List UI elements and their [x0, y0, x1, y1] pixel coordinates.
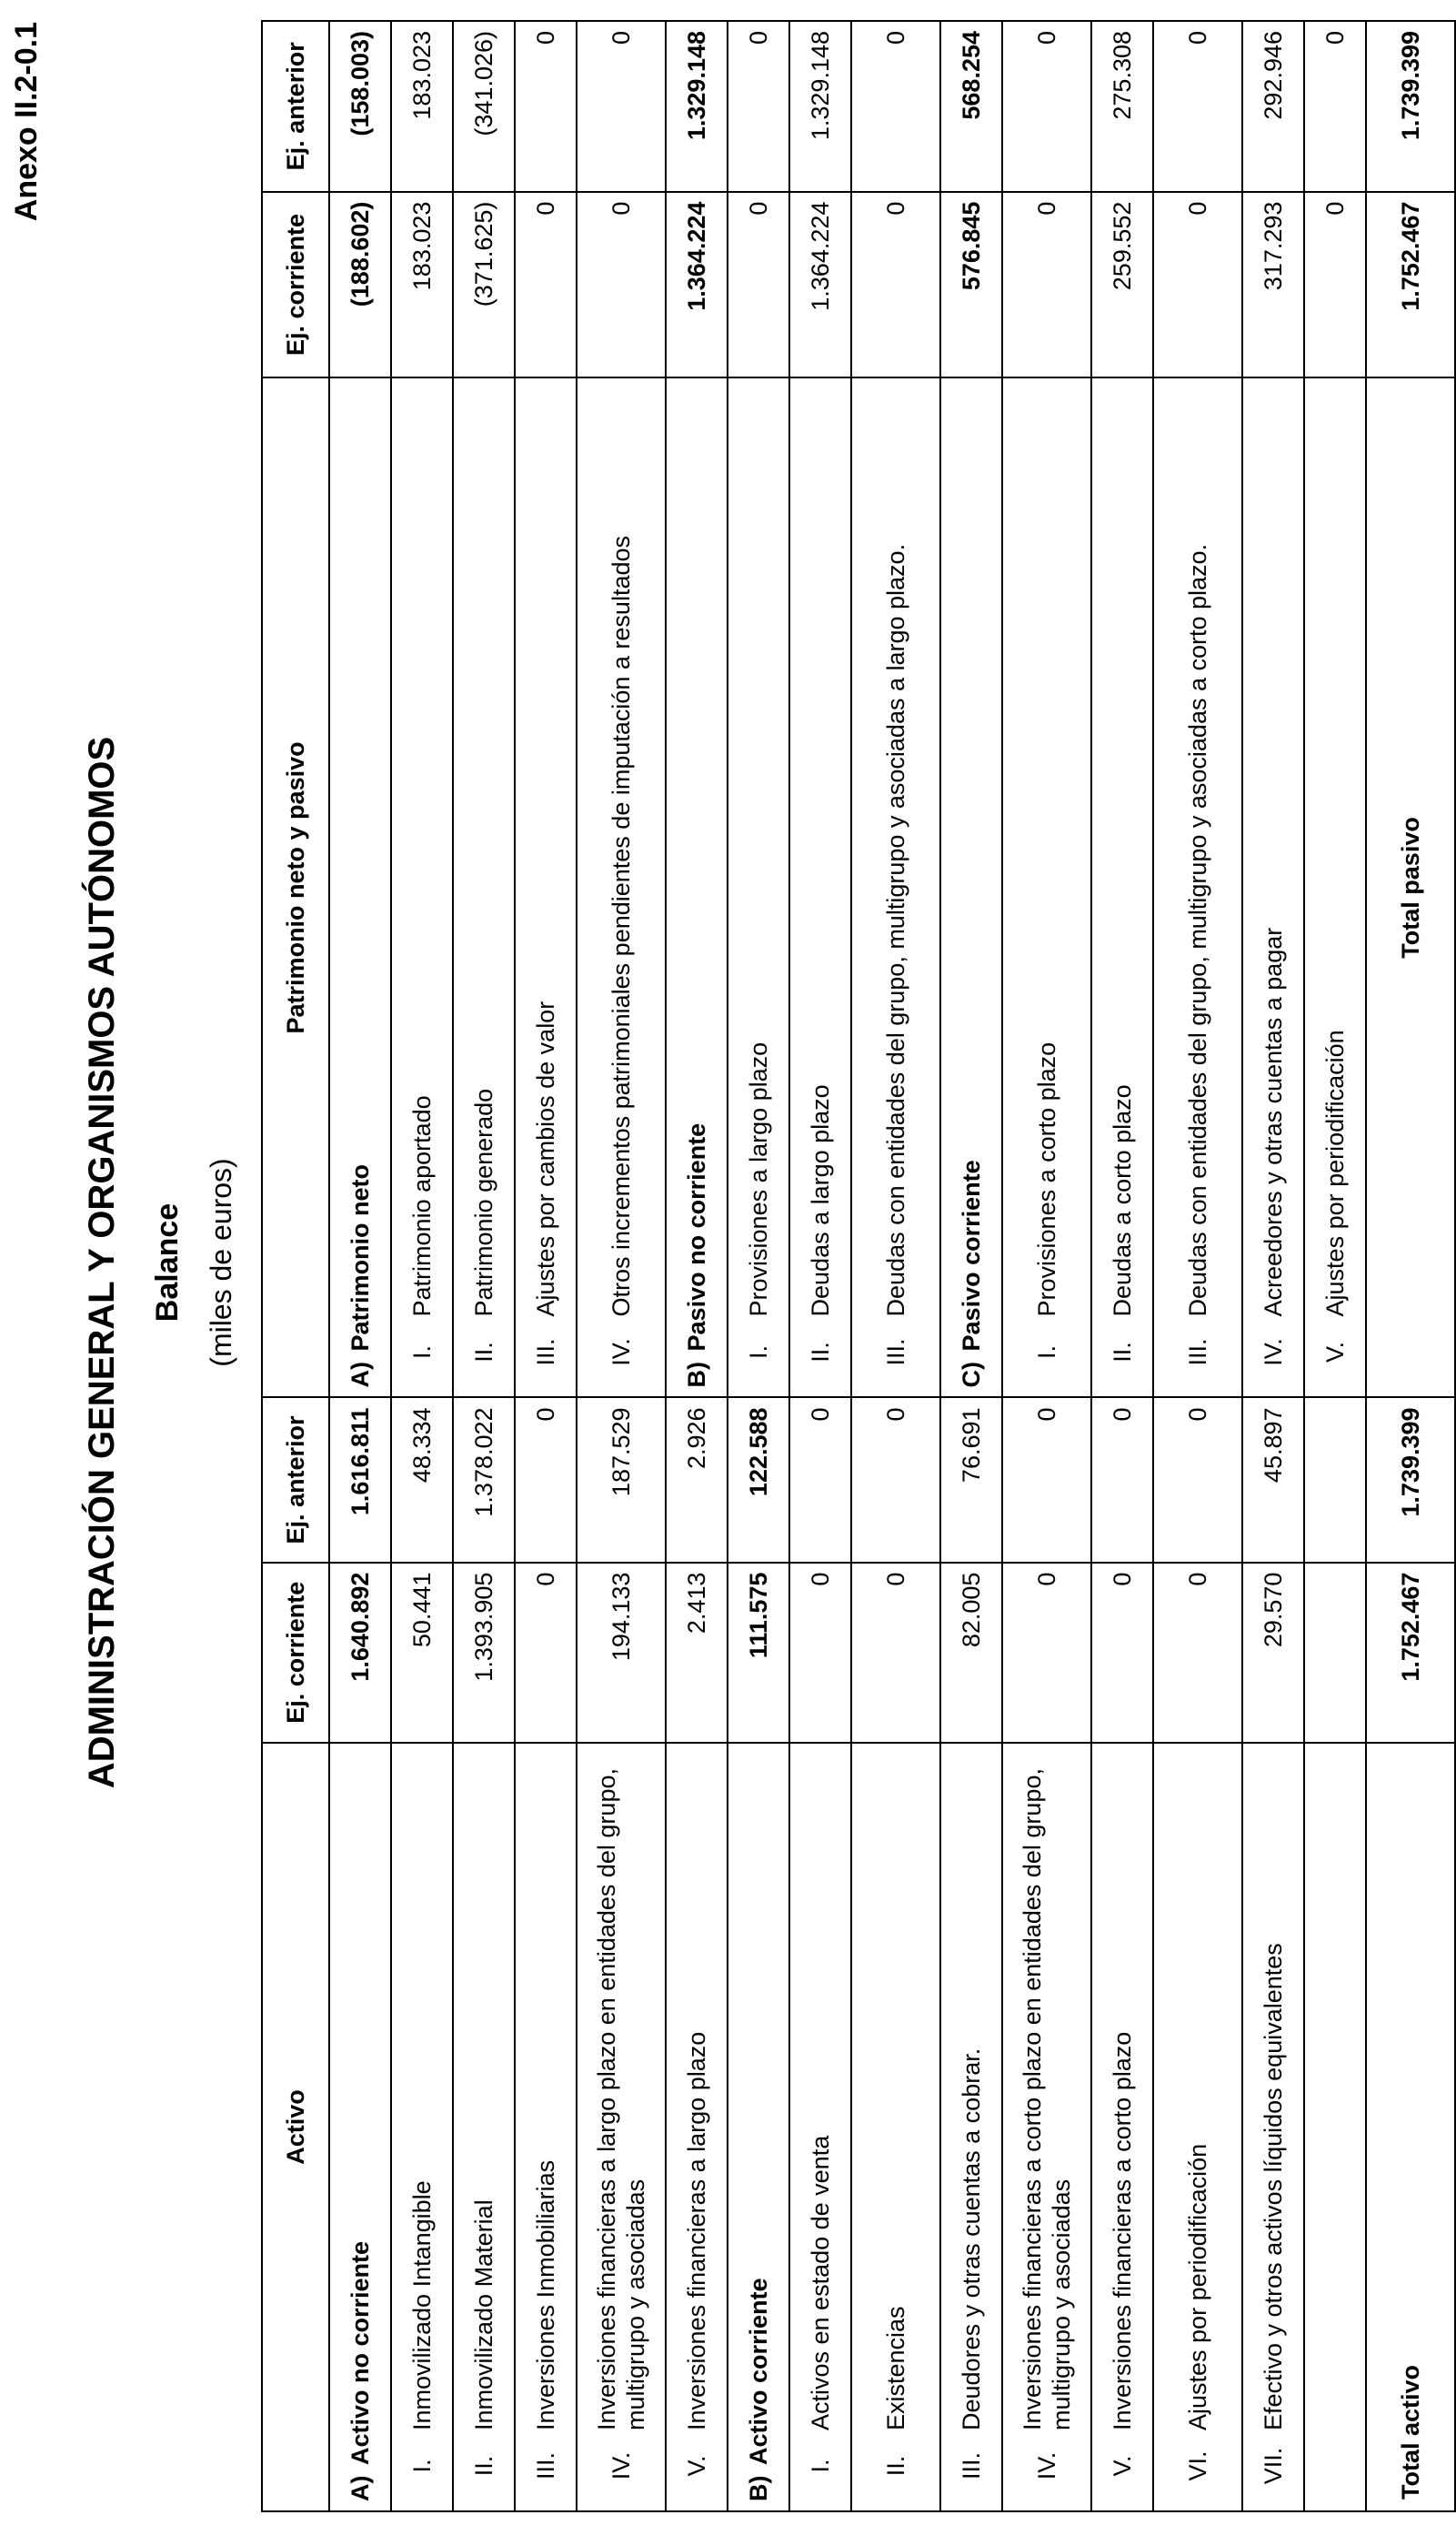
a-row-label: Inversiones financieras a corto plazo en entidades del grupo, multigrupo y asociadas [1018, 1768, 1075, 2430]
p-row-code: V. [1320, 1341, 1349, 1363]
header-ej-anterior-activo: Ej. anterior [262, 1397, 329, 1562]
p-prev-value: (158.003) [329, 21, 391, 192]
a-cur-value: 29.570 [1242, 1563, 1304, 1743]
table-row [1002, 21, 1091, 2511]
p-prev-value: 0 [515, 21, 577, 192]
a-row-code: V. [1108, 2455, 1136, 2477]
a-prev-value: 122.588 [728, 1397, 789, 1562]
table-row [1242, 21, 1304, 2511]
table-row [1153, 21, 1242, 2511]
a-row-label: Inversiones financieras a corto plazo [1108, 2031, 1136, 2430]
a-cur-value: 50.441 [391, 1563, 453, 1743]
total-activo-prev: 1.739.399 [1366, 1397, 1455, 1562]
p-row-code: III. [881, 1338, 909, 1366]
a-row-label: Inmovilizado Material [469, 2199, 497, 2430]
a-row-code: VI. [1183, 2450, 1211, 2481]
a-prev-value: 0 [789, 1397, 851, 1562]
header-ej-anterior-pasivo: Ej. anterior [262, 21, 329, 192]
p-prev-value: 183.023 [391, 21, 453, 192]
p-row-code: III. [1183, 1338, 1211, 1366]
a-prev-value: 48.334 [391, 1397, 453, 1562]
a-cur-value: 0 [1091, 1563, 1153, 1743]
table-row [789, 21, 851, 2511]
p-row-code: IV. [607, 1338, 635, 1366]
p-row-label: Pasivo corriente [957, 1160, 985, 1352]
p-row-code: II. [469, 1342, 497, 1363]
a-cur-value: 0 [789, 1563, 851, 1743]
p-row-label: Acreedores y otras cuentas a pagar [1259, 927, 1287, 1317]
p-cur-value: 1.364.224 [666, 192, 728, 378]
p-prev-value: 0 [851, 21, 940, 192]
a-row-label: Ajustes por periodificación [1183, 2143, 1211, 2430]
p-cur-value: 0 [1002, 192, 1091, 378]
a-prev-value: 0 [515, 1397, 577, 1562]
p-cur-value: 0 [515, 192, 577, 378]
a-cur-value: 82.005 [940, 1563, 1002, 1743]
a-prev-value: 1.378.022 [453, 1397, 515, 1562]
a-cur-value: 0 [851, 1563, 940, 1743]
units-note: (miles de euros) [205, 1158, 237, 1367]
p-prev-value: 0 [1304, 21, 1366, 192]
total-pasivo-cur: 1.752.467 [1366, 192, 1455, 378]
p-cur-value: 0 [577, 192, 666, 378]
p-row-code: A) [346, 1361, 374, 1388]
p-cur-value: (188.602) [329, 192, 391, 378]
a-row-label: Inversiones financieras a largo plazo en entidades del grupo, multigrupo y asociadas [592, 1768, 649, 2430]
a-row-code: A) [346, 2475, 374, 2501]
p-row-code: II. [806, 1342, 834, 1363]
a-row-label: Activo corriente [744, 2278, 772, 2465]
balance-table [261, 20, 1456, 2512]
p-prev-value: 568.254 [940, 21, 1002, 192]
page-subtitle: Balance [150, 1202, 185, 1323]
table-row [577, 21, 666, 2511]
p-prev-value: 0 [1153, 21, 1242, 192]
a-cur-value [1304, 1563, 1366, 1743]
a-row-label: Existencias [881, 2306, 909, 2430]
a-cur-value: 2.413 [666, 1563, 728, 1743]
a-cur-value: 111.575 [728, 1563, 789, 1743]
p-row-label: Ajustes por periodificación [1320, 1030, 1349, 1317]
a-row-label: Inversiones Inmobiliarias [531, 2159, 559, 2430]
a-prev-value: 187.529 [577, 1397, 666, 1562]
table-row [940, 21, 1002, 2511]
p-row-label: Patrimonio aportado [407, 1095, 436, 1317]
total-pasivo-label: Total pasivo [1366, 377, 1455, 1397]
table-row [1304, 21, 1366, 2511]
table-row [453, 21, 515, 2511]
p-prev-value: 0 [577, 21, 666, 192]
header-ej-corriente-activo: Ej. corriente [262, 1563, 329, 1743]
a-cur-value: 1.393.905 [453, 1563, 515, 1743]
a-row-label: Activos en estado de venta [806, 2135, 834, 2430]
a-row-code: I. [806, 2459, 834, 2473]
a-cur-value: 0 [515, 1563, 577, 1743]
p-row-label: Deudas a corto plazo [1108, 1084, 1136, 1317]
p-row-code: C) [957, 1361, 985, 1388]
header-pasivo: Patrimonio neto y pasivo [262, 377, 329, 1397]
page-title: ADMINISTRACIÓN GENERAL Y ORGANISMOS AUTÓNOMOS [82, 736, 122, 1789]
a-row-label: Efectivo y otros activos líquidos equivalentes [1259, 1943, 1287, 2430]
totals-row [1366, 21, 1455, 2511]
a-prev-value: 0 [1153, 1397, 1242, 1562]
a-row-label: Inmovilizado Intangible [407, 2180, 436, 2430]
p-row-label: Provisiones a largo plazo [744, 1041, 772, 1317]
a-prev-value: 76.691 [940, 1397, 1002, 1562]
a-row-code: V. [682, 2455, 710, 2477]
p-row-code: I. [1032, 1344, 1060, 1359]
a-prev-value: 0 [1091, 1397, 1153, 1562]
p-row-code: I. [744, 1344, 772, 1359]
p-cur-value: 317.293 [1242, 192, 1304, 378]
p-row-code: B) [682, 1361, 710, 1388]
a-row-code: III. [957, 2452, 985, 2480]
annex-code: Anexo II.2-0.1 [9, 22, 44, 222]
a-row-label: Deudores y otras cuentas a cobrar. [957, 2047, 985, 2430]
table-row [1091, 21, 1153, 2511]
header-activo: Activo [262, 1743, 329, 2511]
p-row-label: Ajustes por cambios de valor [531, 1001, 559, 1317]
p-row-label: Otros incrementos patrimoniales pendientes de imputación a resultados [607, 536, 635, 1317]
a-prev-value: 2.926 [666, 1397, 728, 1562]
table-row [515, 21, 577, 2511]
p-row-label: Patrimonio generado [469, 1088, 497, 1317]
p-row-label: Provisiones a corto plazo [1032, 1041, 1060, 1317]
p-prev-value: 1.329.148 [789, 21, 851, 192]
p-row-label: Deudas con entidades del grupo, multigrupo y asociadas a corto plazo. [1183, 543, 1211, 1317]
table-row [728, 21, 789, 2511]
a-cur-value: 0 [1002, 1563, 1091, 1743]
table-header-row [262, 21, 329, 2511]
a-row-code: B) [744, 2475, 772, 2501]
table-row [329, 21, 391, 2511]
p-row-label: Deudas a largo plazo [806, 1084, 834, 1317]
a-row-label: Activo no corriente [346, 2240, 374, 2465]
a-row-code: II. [469, 2455, 497, 2477]
p-cur-value: (371.625) [453, 192, 515, 378]
a-row-code: VII. [1259, 2447, 1287, 2485]
total-activo-label: Total activo [1366, 1743, 1455, 2511]
total-activo-cur: 1.752.467 [1366, 1563, 1455, 1743]
p-prev-value: 0 [1002, 21, 1091, 192]
p-row-code: II. [1108, 1342, 1136, 1363]
a-cur-value: 0 [1153, 1563, 1242, 1743]
a-prev-value: 45.897 [1242, 1397, 1304, 1562]
p-cur-value: 259.552 [1091, 192, 1153, 378]
a-cur-value: 194.133 [577, 1563, 666, 1743]
a-row-code: I. [407, 2459, 436, 2473]
header-ej-corriente-pasivo: Ej. corriente [262, 192, 329, 378]
p-cur-value: 1.364.224 [789, 192, 851, 378]
a-prev-value: 0 [1002, 1397, 1091, 1562]
a-prev-value: 1.616.811 [329, 1397, 391, 1562]
p-prev-value: 1.329.148 [666, 21, 728, 192]
p-row-code: III. [531, 1338, 559, 1366]
p-prev-value: 292.946 [1242, 21, 1304, 192]
p-prev-value: (341.026) [453, 21, 515, 192]
p-row-code: IV. [1259, 1338, 1287, 1366]
p-cur-value: 0 [1153, 192, 1242, 378]
p-prev-value: 0 [728, 21, 789, 192]
a-prev-value [1304, 1397, 1366, 1562]
p-cur-value: 183.023 [391, 192, 453, 378]
p-prev-value: 275.308 [1091, 21, 1153, 192]
p-row-label: Patrimonio neto [346, 1163, 374, 1352]
a-prev-value: 0 [851, 1397, 940, 1562]
table-row [666, 21, 728, 2511]
a-row-code: IV. [607, 2451, 635, 2480]
a-cur-value: 1.640.892 [329, 1563, 391, 1743]
p-row-label: Deudas con entidades del grupo, multigrupo y asociadas a largo plazo. [881, 543, 909, 1317]
p-row-code: I. [407, 1344, 436, 1359]
p-cur-value: 0 [1304, 192, 1366, 378]
p-row-label: Pasivo no corriente [682, 1122, 710, 1352]
a-row-code: III. [531, 2452, 559, 2480]
table-row [391, 21, 453, 2511]
a-row-code: II. [881, 2455, 909, 2477]
total-pasivo-prev: 1.739.399 [1366, 21, 1455, 192]
table-row [851, 21, 940, 2511]
p-cur-value: 0 [851, 192, 940, 378]
p-cur-value: 0 [728, 192, 789, 378]
p-cur-value: 576.845 [940, 192, 1002, 378]
a-row-code: IV. [1032, 2451, 1060, 2480]
a-row-label: Inversiones financieras a largo plazo [682, 2031, 710, 2430]
